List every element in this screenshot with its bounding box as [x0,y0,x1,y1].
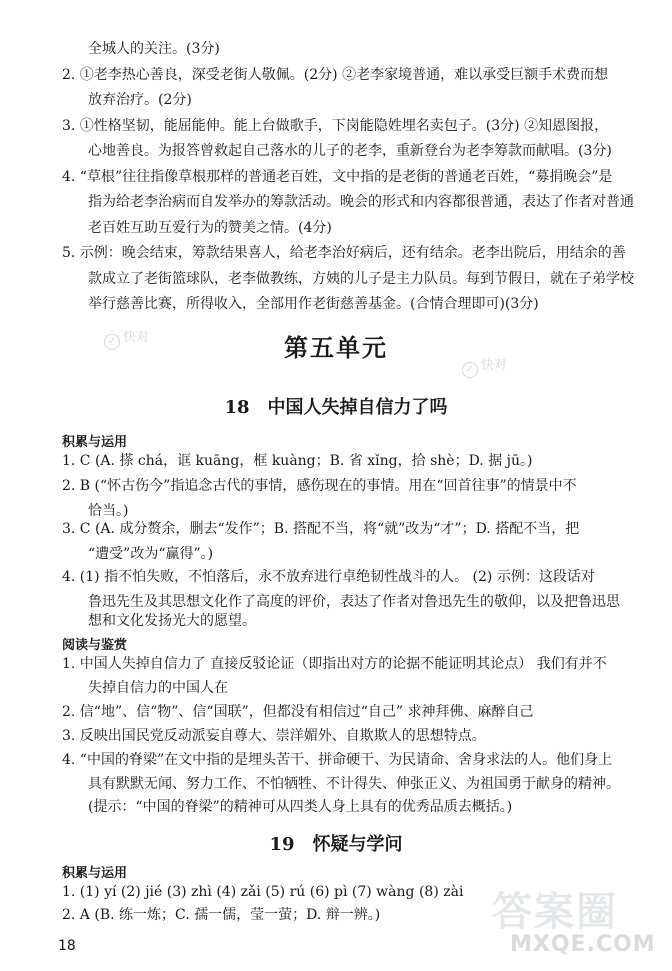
stamp-line-2: MXQE.COM [510,932,656,957]
text-line: 全城人的关注。(3分) [88,41,220,57]
text-line: 款成立了老街篮球队，老李做教练，方姨的儿子是主力队员。每到节假日，就在子弟学校 [88,271,634,287]
answer-item-3: 3. 反映出国民党反动派妄自尊大、崇洋媚外、自欺欺人的思想特点。 [62,728,486,744]
section-heading: 积累与运用 [62,866,128,881]
text-line: 失掉自信力的中国人在 [88,680,228,696]
lesson-number: 19 [269,834,295,855]
lesson-number: 18 [224,397,250,418]
text-line: 举行慈善比赛，所得收入，全部用作老街慈善基金。(合情合理即可)(3分) [88,296,539,312]
watermark: ✓ 快对 [104,326,149,350]
page-number: 18 [58,938,76,954]
check-icon: ✓ [462,362,478,378]
text-line: 具有默默无闻、努力工作、不怕牺牲、不计得失、伸张正义、为祖国勇于献身的精神。 [88,776,620,792]
text-line: 想和文化发扬光大的愿望。 [88,613,256,629]
check-icon: ✓ [104,334,120,350]
answer-item-3: 3. ①性格坚韧，能屈能伸。能上台做歌手，下岗能隐姓埋名卖包子。(3分) ②知恩图报， [62,118,609,134]
answer-item-4: 4. (1) 指不怕失败，不怕落后，永不放弃进行卓绝韧性战斗的人。 (2) 示例：这段话对 [62,569,595,585]
text-line: 心地善良。为报答曾救起自己落水的儿子的老李，重新登台为老李筹款而献唱。(3分) [88,143,612,159]
text-line: 老百姓互助互爱行为的赞美之情。(4分) [88,220,332,236]
lesson-heading [0,830,672,856]
answer-item-2: 2. ①老李热心善良，深受老街人敬佩。(2分) ②老李家境普通，难以承受巨额手术费而想 [62,67,609,83]
stamp-watermark [492,880,662,966]
answer-item-4: 4. “草根”往往指像草根那样的普通老百姓，文中指的是老街的普通老百姓，“募捐晚会”是 [62,169,613,185]
text-line: (提示：“中国的脊梁”的精神可从四类人身上具有的优秀品质去概括。) [88,799,513,815]
answer-item-2: 2. B (“怀古伤今”指追念古代的事情，感伤现在的事情。用在“回首往事”的情景中不 [62,478,577,494]
watermark: ✓ 快对 [462,354,507,378]
answer-item-1: 1. C (A. 搽 chá，诓 kuāng，框 kuàng；B. 省 xǐng，拾 shè；D. 据 jū。) [62,453,533,469]
lesson-title: 中国人失掉自信力了吗 [267,397,448,418]
unit-title: 第五单元 [284,333,388,362]
answer-item-2: 2. A (B. 练一炼；C. 孺一儒，莹一萤；D. 辩一辨。) [62,907,381,923]
answer-item-1: 1. 中国人失掉自信力了 直接反驳论证（即指出对方的论据不能证明其论点） 我们有并不 [62,656,607,672]
answer-item-3: 3. C (A. 成分赘余，删去“发作”；B. 搭配不当，将“就”改为“才”；D. 搭配不当，把 [62,521,580,537]
answer-item-4: 4. “中国的脊梁”在文中指的是埋头苦干、拼命硬干、为民请命、舍身求法的人。他们身上 [62,752,613,768]
stamp-line-1: 答案圈 [492,888,618,935]
lesson-title: 怀疑与学问 [312,834,403,855]
lesson-heading [0,393,672,419]
section-heading: 积累与运用 [62,435,128,450]
text-line: “遭受”改为“赢得”。) [88,546,214,562]
answer-item-5: 5. 示例：晚会结束，筹款结果喜人，给老李治好病后，还有结余。老李出院后，用结余的善 [62,245,626,261]
answer-item-1: 1. (1) yí (2) jié (3) zhì (4) zǎi (5) rú (6) pì (7) wàng (8) zài [62,884,464,900]
text-line: 鲁迅先生及其思想文化作了高度的评价，表达了作者对鲁迅先生的敬仰，以及把鲁迅思 [88,594,620,610]
answer-item-2: 2. 信“地”、信“物”、信“国联”，但都没有相信过“自己” 求神拜佛、麻醉自己 [62,704,534,720]
section-heading: 阅读与鉴赏 [62,638,128,653]
text-line: 指为给老李治病而自发举办的筹款活动。晚会的形式和内容都很普通，表达了作者对普通 [88,194,634,210]
text-line: 放弃治疗。(2分) [88,92,192,108]
text-line: 恰当。) [88,503,129,519]
